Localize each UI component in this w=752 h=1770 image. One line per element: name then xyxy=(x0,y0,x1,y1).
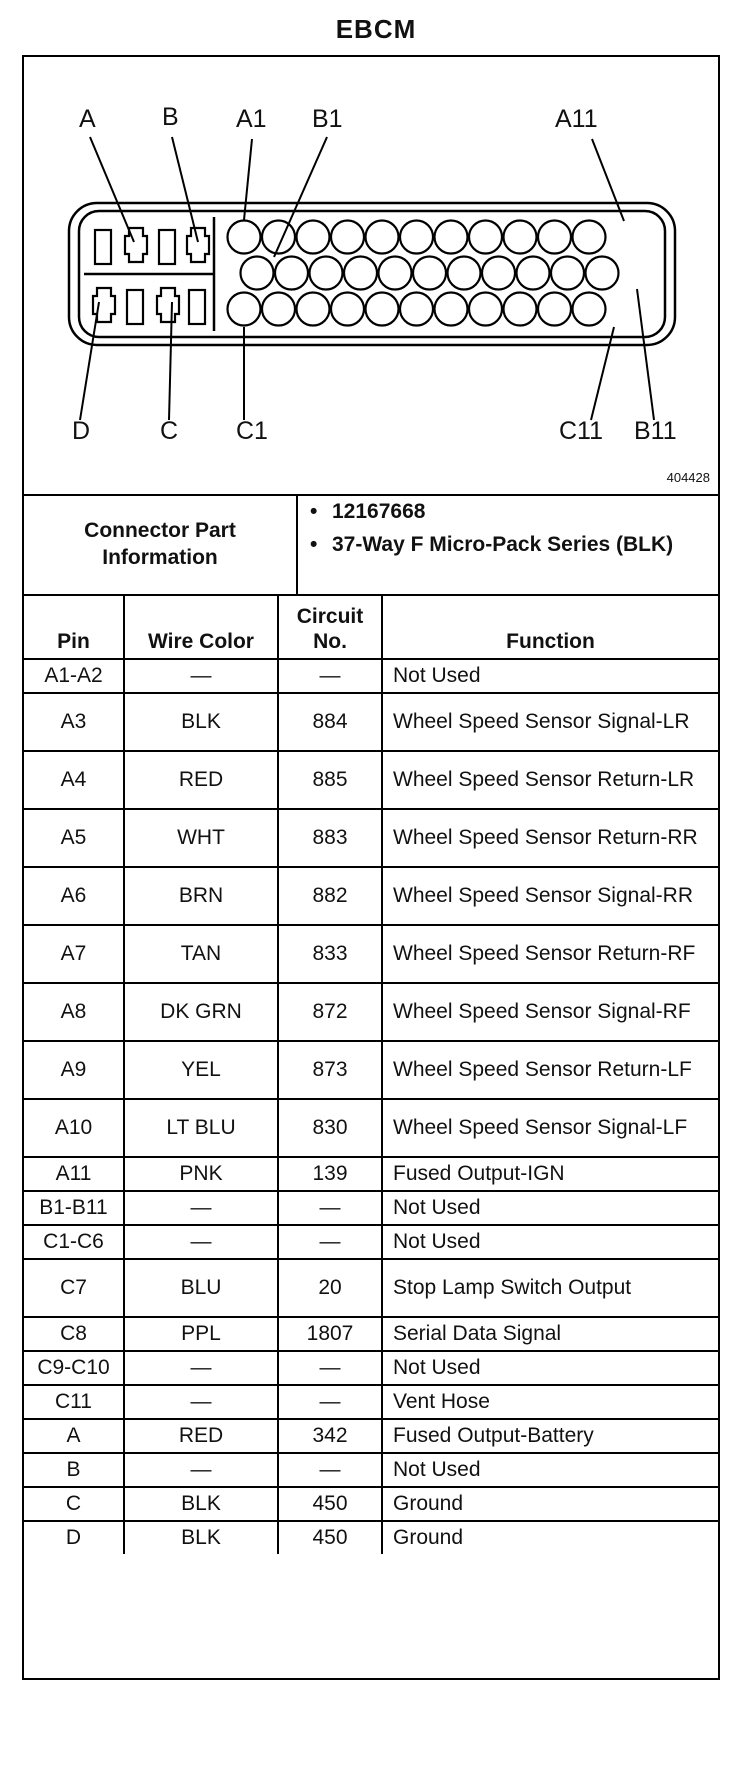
leader-d xyxy=(80,302,99,420)
wire-color-cell: — xyxy=(124,1351,278,1385)
circuit-cell: 882 xyxy=(278,867,382,925)
part-number: • 12167668 xyxy=(310,499,700,525)
wire-color-cell: BLU xyxy=(124,1259,278,1317)
circuit-cell: — xyxy=(278,1225,382,1259)
pin-cell: B xyxy=(24,1453,124,1487)
connector-description: • 37-Way F Micro-Pack Series (BLK) xyxy=(310,532,700,558)
connector-info-label: Connector Part Information xyxy=(24,494,298,594)
function-cell: Wheel Speed Sensor Return-RF xyxy=(382,925,718,983)
cavity-blank-4 xyxy=(189,290,205,324)
pin-label-c11: C11 xyxy=(559,417,604,445)
function-cell: Wheel Speed Sensor Signal-RR xyxy=(382,867,718,925)
connector-part-info xyxy=(24,494,718,596)
function-cell: Ground xyxy=(382,1487,718,1521)
pin-cell: C11 xyxy=(24,1385,124,1419)
function-cell: Wheel Speed Sensor Signal-LF xyxy=(382,1099,718,1157)
circuit-cell: 883 xyxy=(278,809,382,867)
pin-cell: A3 xyxy=(24,693,124,751)
circuit-cell: 833 xyxy=(278,925,382,983)
pin-cavity-a11 xyxy=(573,221,606,254)
table-row xyxy=(24,1225,718,1259)
wire-color-cell: DK GRN xyxy=(124,983,278,1041)
pin-cell: A11 xyxy=(24,1157,124,1191)
wire-color-cell: RED xyxy=(124,1419,278,1453)
table-row xyxy=(24,1041,718,1099)
wire-color-cell: — xyxy=(124,1453,278,1487)
function-cell: Ground xyxy=(382,1521,718,1554)
pin-label-c: C xyxy=(160,417,179,445)
pin-cavity-c7 xyxy=(435,293,468,326)
terminal-a xyxy=(125,228,147,262)
circuit-cell: 450 xyxy=(278,1487,382,1521)
pin-cavity-c4 xyxy=(331,293,364,326)
table-row xyxy=(24,983,718,1041)
pin-cavity-c11 xyxy=(573,293,606,326)
connector-info-values xyxy=(298,494,718,594)
function-cell: Stop Lamp Switch Output xyxy=(382,1259,718,1317)
pin-cavity-b10 xyxy=(551,257,584,290)
leader-a xyxy=(90,137,134,242)
pin-cavity-b2 xyxy=(275,257,308,290)
circuit-cell: 139 xyxy=(278,1157,382,1191)
circuit-cell: — xyxy=(278,1191,382,1225)
wire-color-cell: — xyxy=(124,1225,278,1259)
pin-label-d: D xyxy=(72,417,91,445)
table-row xyxy=(24,1259,718,1317)
table-header-row xyxy=(24,594,718,659)
header-wire-color: Wire Color xyxy=(124,594,278,659)
pin-cavity-a10 xyxy=(538,221,571,254)
wire-color-cell: TAN xyxy=(124,925,278,983)
leader-c xyxy=(169,302,172,420)
pin-label-c1: C1 xyxy=(236,417,268,445)
pin-cavity-b9 xyxy=(517,257,550,290)
function-cell: Serial Data Signal xyxy=(382,1317,718,1351)
function-cell: Not Used xyxy=(382,659,718,693)
leader-b1 xyxy=(274,137,327,257)
function-cell: Fused Output-Battery xyxy=(382,1419,718,1453)
function-cell: Fused Output-IGN xyxy=(382,1157,718,1191)
pin-cell: B1-B11 xyxy=(24,1191,124,1225)
wire-color-cell: PNK xyxy=(124,1157,278,1191)
wire-color-cell: LT BLU xyxy=(124,1099,278,1157)
leader-b11 xyxy=(637,289,654,420)
pin-cavity-c9 xyxy=(504,293,537,326)
table-row xyxy=(24,867,718,925)
leader-c11 xyxy=(591,327,614,420)
table-row xyxy=(24,751,718,809)
pin-cavity-c8 xyxy=(469,293,502,326)
connector-face-diagram xyxy=(24,57,718,496)
function-cell: Wheel Speed Sensor Signal-LR xyxy=(382,693,718,751)
pin-cell: C8 xyxy=(24,1317,124,1351)
table-row xyxy=(24,1351,718,1385)
pin-cavity-b11 xyxy=(586,257,619,290)
circuit-cell: — xyxy=(278,1351,382,1385)
pin-cell: A9 xyxy=(24,1041,124,1099)
pin-cell: C7 xyxy=(24,1259,124,1317)
pin-cavity-a8 xyxy=(469,221,502,254)
circuit-cell: 20 xyxy=(278,1259,382,1317)
terminal-b xyxy=(187,228,209,262)
function-cell: Wheel Speed Sensor Return-RR xyxy=(382,809,718,867)
pinout-table xyxy=(24,594,718,1554)
table-row xyxy=(24,1453,718,1487)
header-function: Function xyxy=(382,594,718,659)
pin-cell: D xyxy=(24,1521,124,1554)
pin-cavity-a4 xyxy=(331,221,364,254)
pin-cavity-b8 xyxy=(482,257,515,290)
pin-cavity-a1 xyxy=(228,221,261,254)
connector-drawing xyxy=(24,57,718,494)
table-row xyxy=(24,1157,718,1191)
wire-color-cell: BLK xyxy=(124,693,278,751)
table-row xyxy=(24,1419,718,1453)
pin-cavity-b4 xyxy=(344,257,377,290)
pin-cavity-c5 xyxy=(366,293,399,326)
pin-cavity-c3 xyxy=(297,293,330,326)
wire-color-cell: WHT xyxy=(124,809,278,867)
leader-b xyxy=(172,137,198,242)
pin-cell: C xyxy=(24,1487,124,1521)
wire-color-cell: — xyxy=(124,659,278,693)
function-cell: Not Used xyxy=(382,1453,718,1487)
function-cell: Not Used xyxy=(382,1225,718,1259)
wire-color-cell: YEL xyxy=(124,1041,278,1099)
pin-cavity-b7 xyxy=(448,257,481,290)
leader-a11 xyxy=(592,139,624,221)
pin-cell: A8 xyxy=(24,983,124,1041)
figure-id: 404428 xyxy=(666,470,710,485)
pin-cavity-a6 xyxy=(400,221,433,254)
circuit-cell: 873 xyxy=(278,1041,382,1099)
table-row xyxy=(24,1317,718,1351)
wire-color-cell: RED xyxy=(124,751,278,809)
header-circuit-no-text: Circuit No. xyxy=(296,604,364,653)
pin-cell: A xyxy=(24,1419,124,1453)
pin-label-a1: A1 xyxy=(236,105,267,133)
circuit-cell: — xyxy=(278,1453,382,1487)
pin-cavity-b1 xyxy=(241,257,274,290)
function-cell: Not Used xyxy=(382,1191,718,1225)
circuit-cell: 450 xyxy=(278,1521,382,1554)
pin-cavity-b3 xyxy=(310,257,343,290)
pin-cell: A5 xyxy=(24,809,124,867)
pin-cavity-a3 xyxy=(297,221,330,254)
cavity-blank-2 xyxy=(159,230,175,264)
pin-cavity-c2 xyxy=(262,293,295,326)
wire-color-cell: BRN xyxy=(124,867,278,925)
wire-color-cell: BLK xyxy=(124,1521,278,1554)
terminal-c xyxy=(157,288,179,322)
pin-cavity-a7 xyxy=(435,221,468,254)
table-row xyxy=(24,1385,718,1419)
cavity-blank-3 xyxy=(127,290,143,324)
pin-cavity-a9 xyxy=(504,221,537,254)
pin-cell: A1-A2 xyxy=(24,659,124,693)
function-cell: Wheel Speed Sensor Signal-RF xyxy=(382,983,718,1041)
connector-sheet xyxy=(22,55,720,1680)
table-row xyxy=(24,809,718,867)
table-row xyxy=(24,1099,718,1157)
pin-label-b11: B11 xyxy=(634,417,677,445)
circuit-cell: 872 xyxy=(278,983,382,1041)
pin-label-b: B xyxy=(162,103,179,131)
pin-label-a: A xyxy=(79,105,96,133)
pin-cavity-c10 xyxy=(538,293,571,326)
table-row xyxy=(24,1191,718,1225)
circuit-cell: 830 xyxy=(278,1099,382,1157)
circuit-cell: 884 xyxy=(278,693,382,751)
pin-cavity-c6 xyxy=(400,293,433,326)
table-row xyxy=(24,659,718,693)
pin-label-b1: B1 xyxy=(312,105,343,133)
table-row xyxy=(24,1487,718,1521)
wire-color-cell: PPL xyxy=(124,1317,278,1351)
pin-cell: C9-C10 xyxy=(24,1351,124,1385)
function-cell: Wheel Speed Sensor Return-LR xyxy=(382,751,718,809)
wire-color-cell: — xyxy=(124,1191,278,1225)
circuit-cell: 885 xyxy=(278,751,382,809)
function-cell: Not Used xyxy=(382,1351,718,1385)
pin-cavity-c1 xyxy=(228,293,261,326)
pin-cell: C1-C6 xyxy=(24,1225,124,1259)
leader-a1 xyxy=(244,139,252,220)
circuit-cell: 342 xyxy=(278,1419,382,1453)
pin-label-a11: A11 xyxy=(555,105,598,133)
pin-cell: A4 xyxy=(24,751,124,809)
wire-color-cell: BLK xyxy=(124,1487,278,1521)
cavity-blank-1 xyxy=(95,230,111,264)
table-row xyxy=(24,693,718,751)
wire-color-cell: — xyxy=(124,1385,278,1419)
pin-cell: A10 xyxy=(24,1099,124,1157)
table-row xyxy=(24,1521,718,1554)
pin-cell: A6 xyxy=(24,867,124,925)
pin-cavity-b5 xyxy=(379,257,412,290)
pin-cavity-b6 xyxy=(413,257,446,290)
circuit-cell: 1807 xyxy=(278,1317,382,1351)
circuit-cell: — xyxy=(278,1385,382,1419)
pin-cell: A7 xyxy=(24,925,124,983)
page-title: EBCM xyxy=(335,14,417,44)
header-pin: Pin xyxy=(24,594,124,659)
function-cell: Wheel Speed Sensor Return-LF xyxy=(382,1041,718,1099)
table-row xyxy=(24,925,718,983)
circuit-cell: — xyxy=(278,659,382,693)
header-circuit-no xyxy=(278,594,382,659)
function-cell: Vent Hose xyxy=(382,1385,718,1419)
pin-cavity-a5 xyxy=(366,221,399,254)
